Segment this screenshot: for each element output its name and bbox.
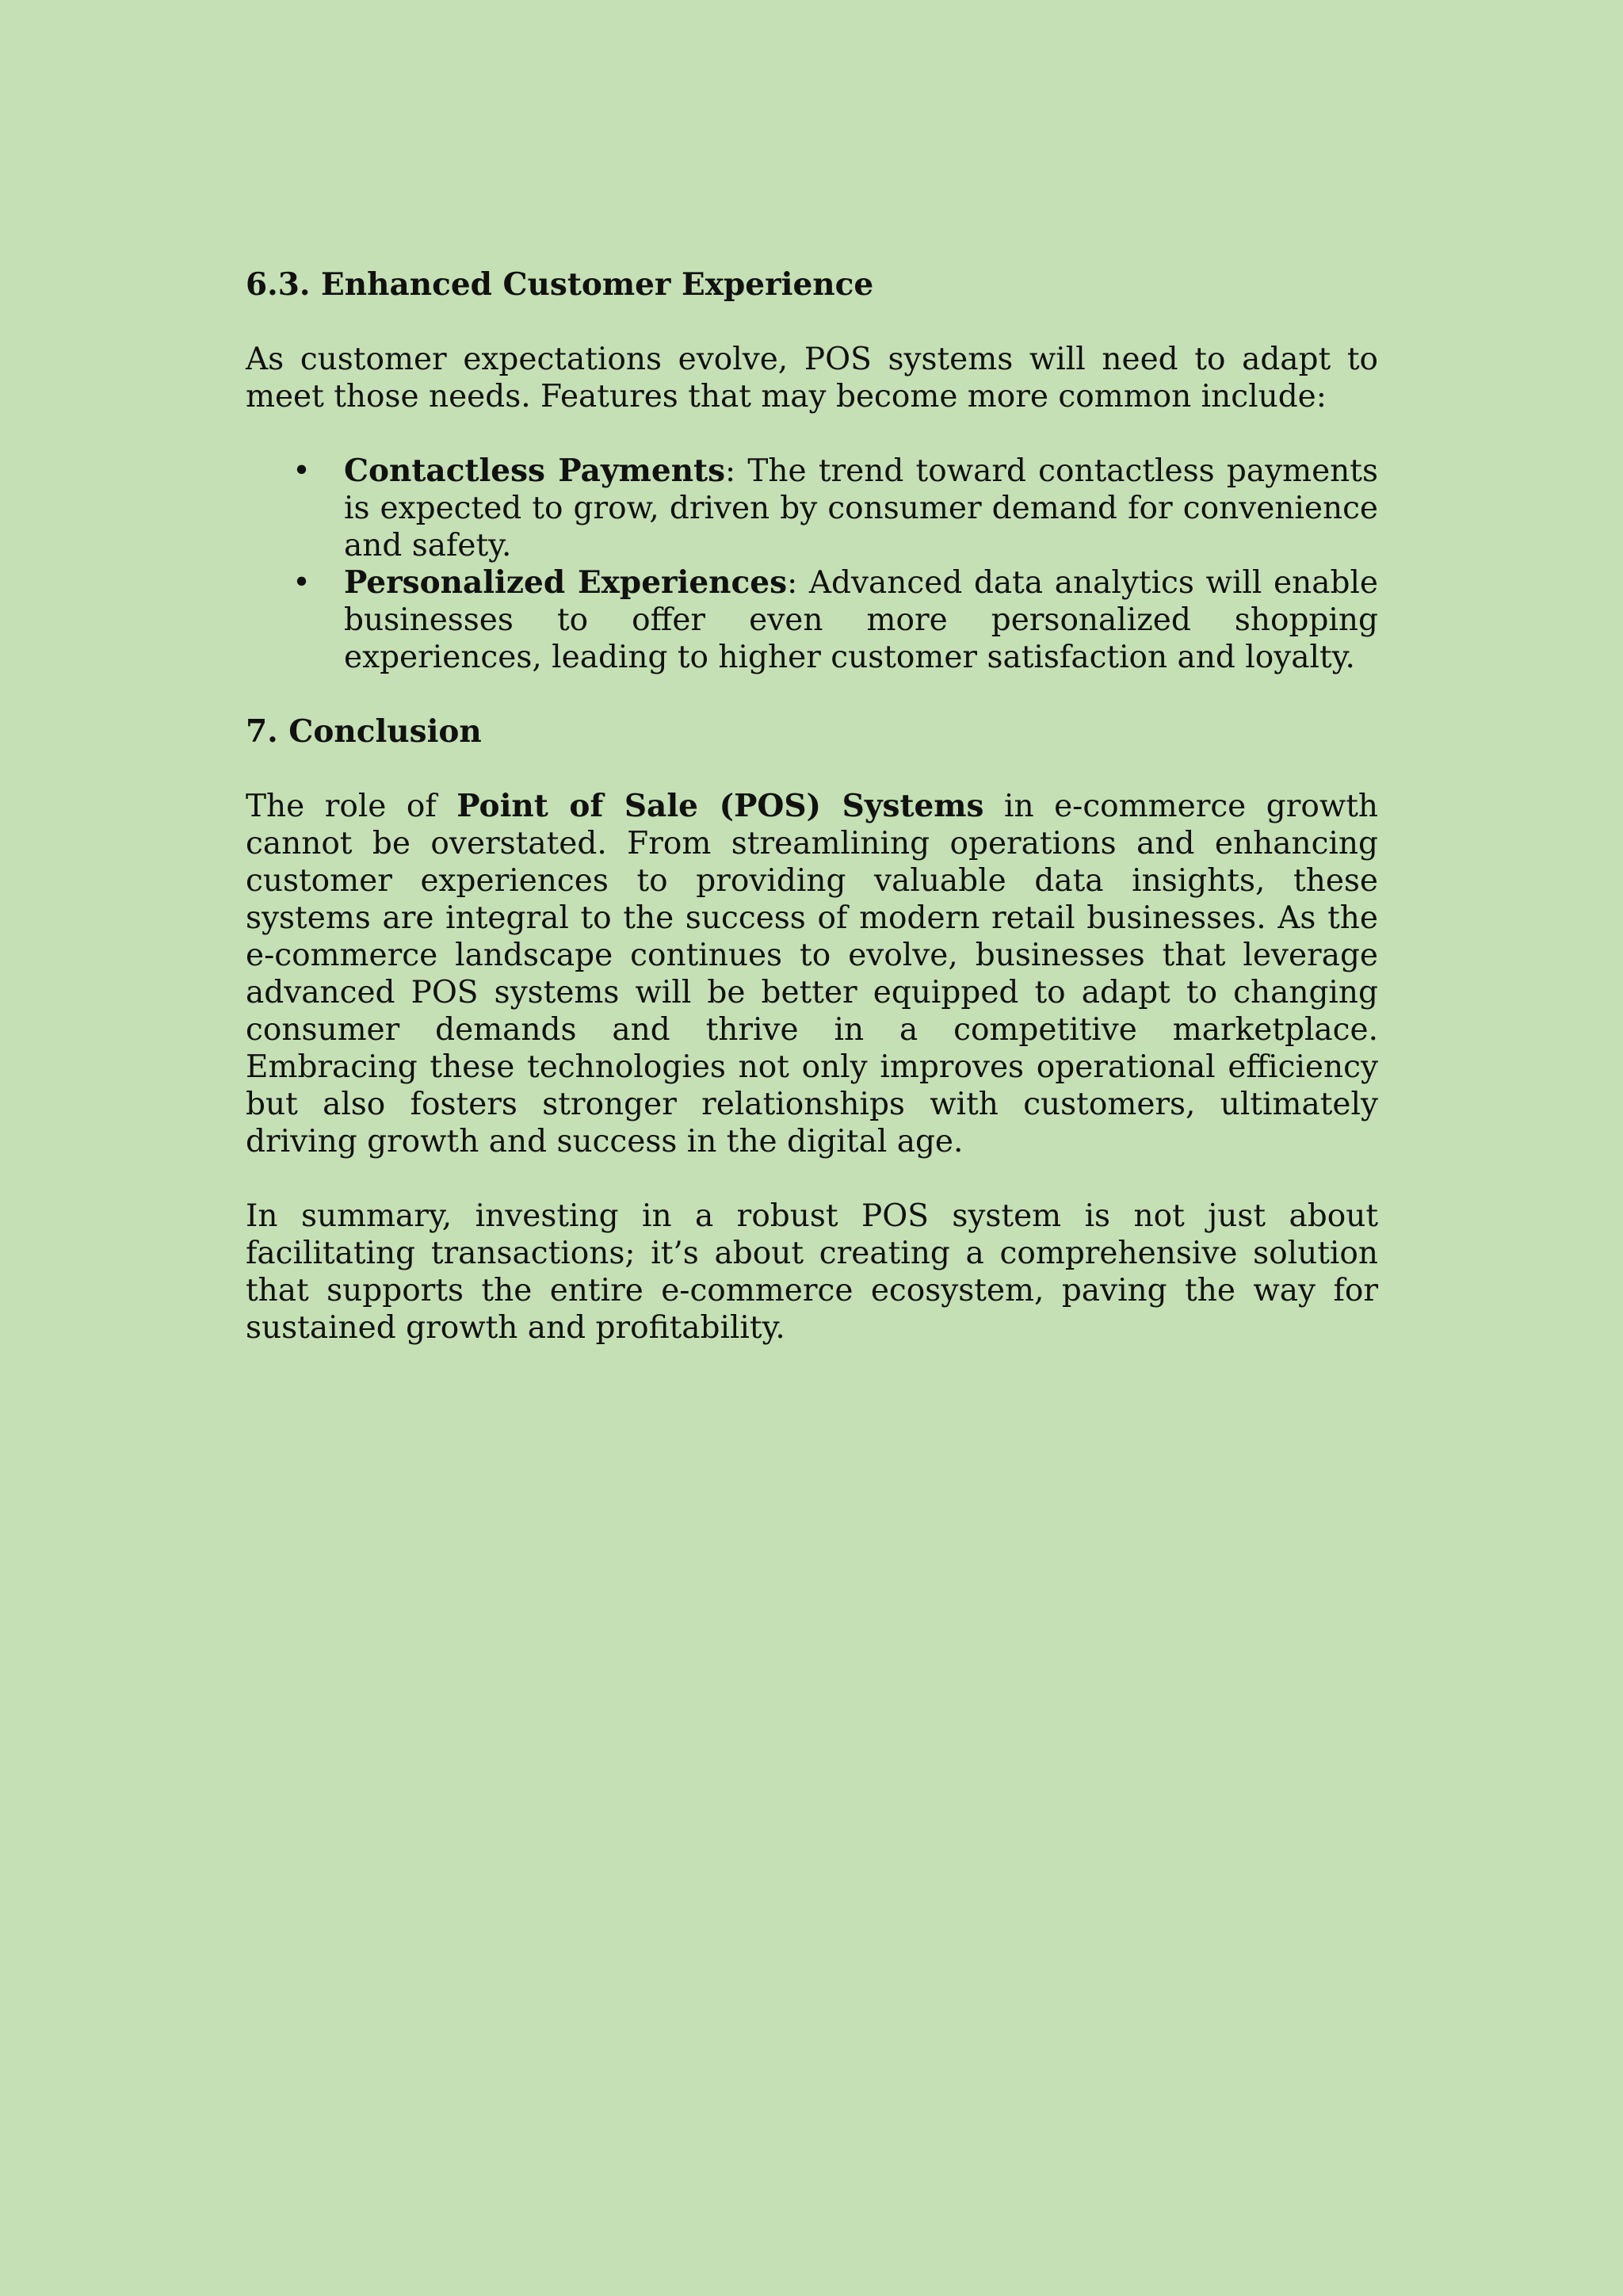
feature-list: [246, 453, 1378, 676]
document-page: [246, 266, 1378, 1384]
list-item-text: : The trend toward contactless payments is expected to grow, driven by consumer demand for convenience and safety.: [344, 453, 1378, 563]
section-heading-6-3: 6.3. Enhanced Customer Experience: [246, 266, 874, 303]
summary-paragraph: In summary, investing in a robust POS system is not just about facilitating transactions; it’s about creating a comprehensive solution that supports the entire e-commerce ecosystem, paving the way for sustained growth and profitability.: [246, 1198, 1378, 1346]
conclusion-bold-term: Point of Sale (POS) Systems: [456, 788, 984, 824]
bullet-icon: •: [292, 453, 311, 489]
list-item-term: Personalized Experiences: [344, 564, 788, 601]
conclusion-text-rest: in e-commerce growth cannot be overstated. From streamlining operations and enhancing customer experiences to providing valuable data insights, these systems are integral to the success of modern retail businesses. As the e-commerce landscape continues to evolve, businesses that leverage advanced POS systems will be better equipped to adapt to changing consumer demands and thrive in a competitive marketplace. Embracing these technologies not only improves operational efficiency but also fosters stronger relationships with customers, ultimately driving growth and success in the digital age.: [246, 789, 1379, 1159]
list-item: [292, 453, 1378, 564]
list-item: [292, 564, 1378, 676]
conclusion-paragraph: [246, 788, 1378, 1160]
list-item-term: Contactless Payments: [344, 453, 726, 489]
conclusion-text-start: The role of: [246, 789, 457, 824]
list-item-text: : Advanced data analytics will enable businesses to offer even more personalized shopping experiences, leading to higher customer satisfaction and loyalty.: [344, 565, 1378, 675]
section-heading-7: 7. Conclusion: [246, 713, 482, 750]
bullet-icon: •: [292, 565, 311, 601]
section-6-3-intro: As customer expectations evolve, POS systems will need to adapt to meet those needs. Features that may become more common include:: [246, 342, 1378, 415]
